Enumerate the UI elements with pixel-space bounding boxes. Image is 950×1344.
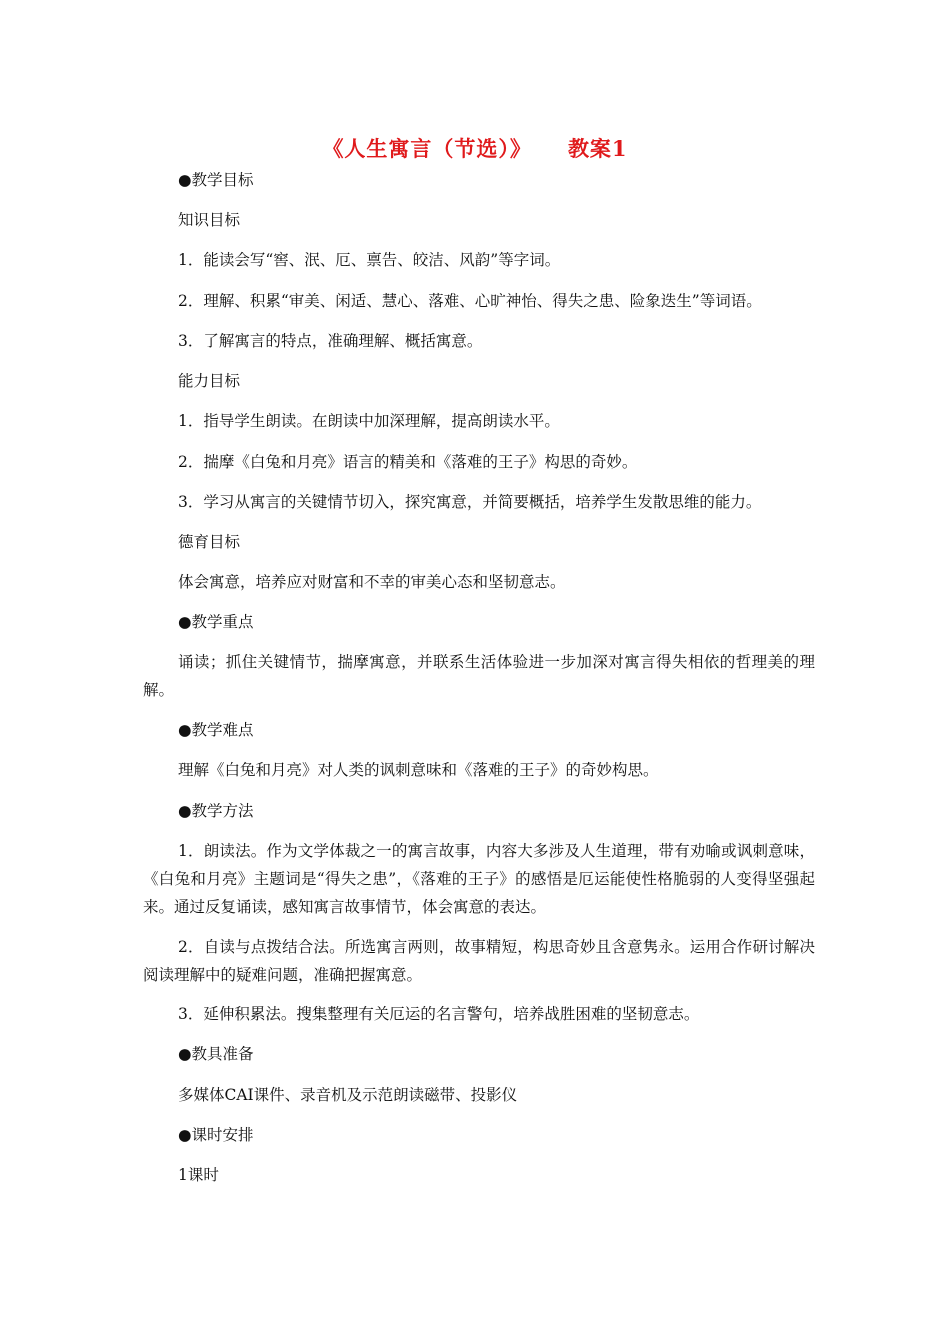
ability-item-3: 3．学习从寓言的关键情节切入，探究寓意，并简要概括，培养学生发散思维的能力。 <box>178 493 762 511</box>
moral-item: 体会寓意，培养应对财富和不幸的审美心态和坚韧意志。 <box>178 573 566 591</box>
method-paragraph-1: 1．朗读法。作为文学体裁之一的寓言故事，内容大多涉及人生道理，带有劝喻或讽刺意味，《白兔和月亮》主题词是“得失之患”，《落难的王子》的感悟是厄运能使性格脆弱的人变得坚强起来。通过反复诵读，感知寓言故事情节，体会寓意的表达。 <box>143 842 815 916</box>
title-suffix: 教案1 <box>567 136 628 161</box>
method-paragraph-2: 2．自读与点拨结合法。所选寓言两则，故事精短，构思奇妙且含意隽永。运用合作研讨解决阅读理解中的疑难问题，准确把握寓意。 <box>143 938 815 984</box>
section-heading-schedule: ●课时安排 <box>178 1126 254 1144</box>
ability-item-1: 1．指导学生朗读。在朗读中加深理解，提高朗读水平。 <box>178 412 560 430</box>
schedule-item: 1课时 <box>178 1166 219 1184</box>
section-heading-methods: ●教学方法 <box>178 802 254 820</box>
subheading-knowledge: 知识目标 <box>178 211 241 229</box>
title-main: 《人生寓言（节选）》 <box>322 136 532 161</box>
knowledge-item-1: 1．能读会写“窖、泯、厄、禀告、皎洁、风韵”等字词。 <box>178 251 561 269</box>
knowledge-item-3: 3．了解寓言的特点，准确理解、概括寓意。 <box>178 332 483 350</box>
subheading-ability: 能力目标 <box>178 372 241 390</box>
knowledge-item-2: 2．理解、积累“审美、闲适、慧心、落难、心旷神怡、得失之患、险象迭生”等词语。 <box>178 292 762 310</box>
subheading-moral: 德育目标 <box>178 533 241 551</box>
page-title <box>0 133 950 163</box>
section-heading-objectives: ●教学目标 <box>178 171 254 189</box>
section-heading-key-points: ●教学重点 <box>178 613 254 631</box>
method-item-3: 3．延伸积累法。搜集整理有关厄运的名言警句，培养战胜困难的坚韧意志。 <box>178 1005 700 1023</box>
key-points-paragraph: 诵读；抓住关键情节，揣摩寓意，并联系生活体验进一步加深对寓言得失相依的哲理美的理解。 <box>143 653 815 699</box>
materials-item: 多媒体CAI课件、录音机及示范朗读磁带、投影仪 <box>178 1086 518 1104</box>
ability-item-2: 2．揣摩《白兔和月亮》语言的精美和《落难的王子》构思的奇妙。 <box>178 453 638 471</box>
section-heading-materials: ●教具准备 <box>178 1045 254 1063</box>
section-heading-difficulties: ●教学难点 <box>178 721 254 739</box>
difficulties-item: 理解《白兔和月亮》对人类的讽刺意味和《落难的王子》的奇妙构思。 <box>178 761 659 779</box>
